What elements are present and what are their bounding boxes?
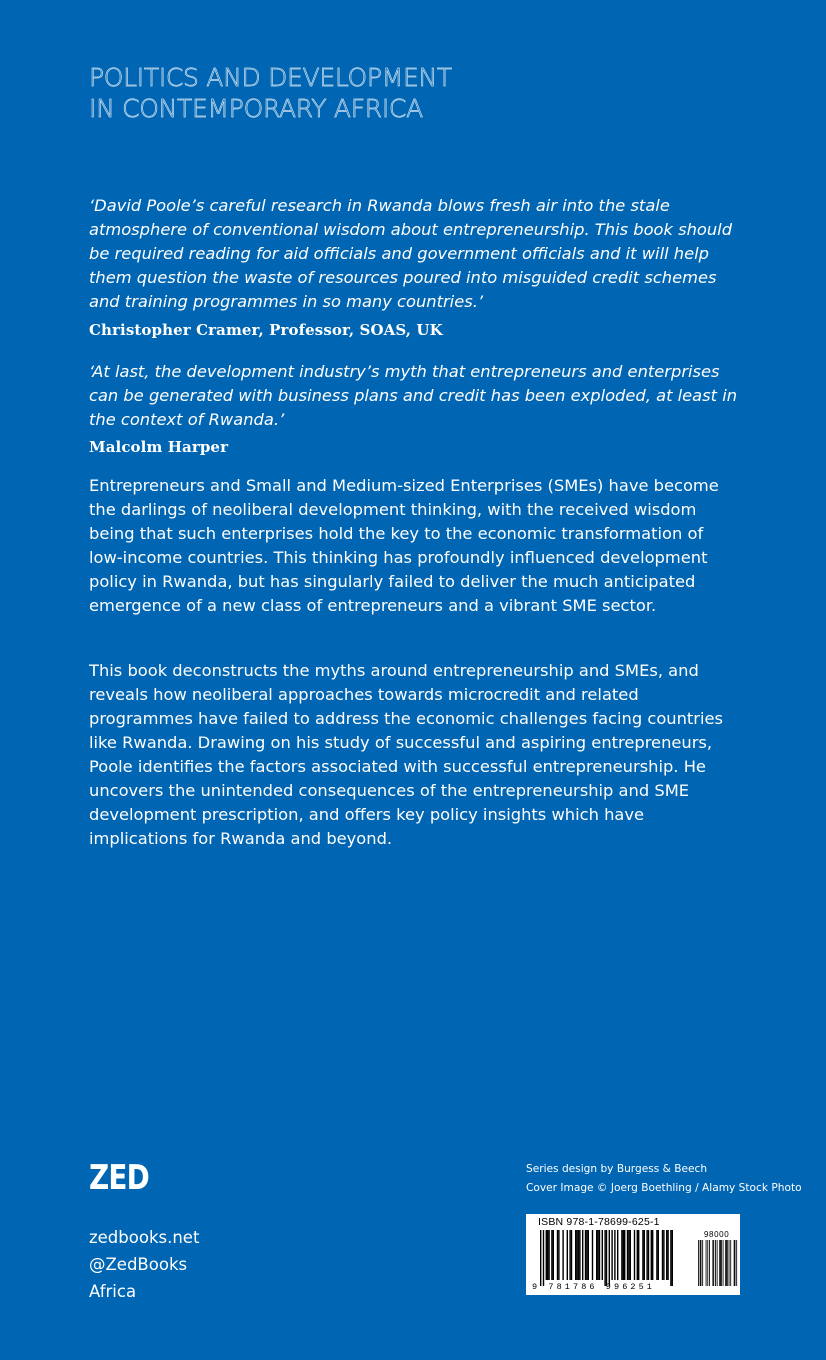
barcode-bar [597,1230,598,1280]
barcode-bar [667,1230,668,1280]
endorsement-attribution-1: Christopher Cramer, Professor, SOAS, UK [89,321,443,339]
barcode-bar [592,1230,593,1280]
barcode-bar [644,1230,645,1280]
blurb-paragraph-2: This book deconstructs the myths around entrepreneurship and SMEs, and reveals how neoliberal approaches towards microcredit and related programmes have failed to address the economic challenges facing countries like Rwanda. Drawing on his study of successful and aspiring entrepreneurs, Poole identifies the factors associated with successful entrepreneurship. He uncovers the unintended consequences of the entrepreneurship and SME development prescription, and offers key policy insights which have implications for Rwanda and beyond. [89,661,724,848]
isbn-barcode [526,1214,740,1295]
barcode-bar [663,1230,664,1280]
barcode-addon-bar [723,1240,724,1286]
barcode-bar [611,1230,612,1280]
publisher-website: zedbooks.net [89,1228,200,1247]
barcode-addon-bar [729,1240,730,1286]
barcode-bar [652,1230,653,1280]
barcode-bar [602,1230,603,1280]
barcode-bar [582,1230,583,1280]
barcode-bar [672,1230,673,1286]
barcode-bar [548,1230,549,1280]
barcode-bar [658,1230,659,1280]
barcode-addon-bar [702,1240,703,1286]
barcode-bar [540,1230,541,1286]
barcode-bar [588,1230,589,1280]
barcode-addon-bar [709,1240,710,1286]
barcode-bar [646,1230,647,1280]
barcode-bar [642,1230,643,1280]
barcode-bar [614,1230,615,1280]
barcode-addon-bar [726,1240,727,1286]
barcode-bar [670,1230,671,1286]
barcode-bar [609,1230,610,1286]
barcode-addon-bar [727,1240,728,1286]
barcode-addon-bar [706,1240,707,1286]
barcode-addon-bar [701,1240,702,1286]
barcode-bar [617,1230,618,1280]
barcode-bar [575,1230,576,1280]
barcode-bar [656,1230,657,1280]
isbn-label: ISBN 978-1-78699-625-1 [538,1216,660,1228]
zed-publisher-logo: ZED [89,1158,149,1198]
barcode-bar [557,1230,558,1280]
endorsement-quote-2: ‘At last, the development industry’s myth that entrepreneurs and enterprises can be generated with business plans and credit has been exploded, at least in the context of Rwanda.’ [89,362,738,429]
barcode-bar [579,1230,580,1280]
series-title-line-2: IN CONTEMPORARY AFRICA [89,94,423,123]
barcode-bar [604,1230,605,1286]
barcode-addon-bar [725,1240,726,1286]
barcode-bar [599,1230,600,1280]
barcode-bar [578,1230,579,1280]
barcode-addon-bar [700,1240,701,1286]
barcode-addon-bar [715,1240,716,1286]
publisher-contact [89,1224,199,1305]
barcode-addon-bar [707,1240,708,1286]
barcode-addon-bar [734,1240,735,1286]
barcode-addon-bar [735,1240,736,1286]
barcode-bar [662,1230,663,1280]
barcode-addon-bar [736,1240,737,1286]
cover-image-credit: Cover Image © Joerg Boethling / Alamy Stock Photo [526,1182,802,1194]
barcode-bar [562,1230,563,1280]
barcode-bar [586,1230,587,1280]
barcode-digits: 9 781786 996251 [532,1282,656,1292]
barcode-bar [648,1230,649,1280]
barcode-bar [621,1230,622,1280]
barcode-bar [634,1230,635,1280]
barcode-bar [638,1230,639,1280]
barcode-addon-bar [698,1240,699,1286]
barcode-addon-bar [712,1240,713,1286]
barcode-bar [547,1230,548,1280]
barcode-bar [666,1230,667,1280]
barcode-bar [606,1230,607,1286]
barcode-addon-bar [721,1240,722,1286]
barcode-addon-bar [719,1240,720,1286]
barcode-bar [624,1230,625,1280]
barcode-bar [651,1230,652,1280]
barcode-addon-bar [720,1240,721,1286]
series-title-line-1: POLITICS AND DEVELOPMENT [89,63,452,92]
endorsement-quote-1: ‘David Poole’s careful research in Rwanda blows fresh air into the stale atmosphere of conventional wisdom about entrepreneurship. This book should be required reading for aid officials and government officials and it will help them question the waste of resources poured into misguided credit schemes and training programmes in so many countries.’ [89,196,733,311]
barcode-addon-bar [730,1240,731,1286]
barcode-bar [569,1230,570,1280]
barcode-bar [546,1230,547,1280]
barcode-bar [637,1230,638,1280]
barcode-bar [576,1230,577,1280]
publisher-twitter: @ZedBooks [89,1255,188,1274]
barcode-bar [630,1230,631,1280]
barcode-bar [628,1230,629,1280]
series-title [89,62,649,124]
barcode-bar [585,1230,586,1280]
barcode-bar [567,1230,568,1280]
endorsement-attribution-2: Malcolm Harper [89,438,229,456]
cover-credits [526,1160,802,1198]
series-design-credit: Series design by Burgess & Beech [526,1163,708,1175]
barcode-bar [571,1230,572,1280]
barcode-bar [623,1230,624,1280]
barcode-bar [553,1230,554,1280]
barcode-bar [551,1230,552,1280]
barcode-bar [543,1230,544,1286]
blurb-paragraph-1: Entrepreneurs and Small and Medium-sized Enterprises (SMEs) have become the darlings of neoliberal development thinking, with the received wisdom being that such enterprises hold the key to the economic transformation of low-income countries. This thinking has profoundly influenced development policy in Rwanda, but has singularly failed to deliver the much anticipated emergence of a new class of entrepreneurs and a vibrant SME sector. [89,476,719,615]
barcode-bar [627,1230,628,1280]
barcode-addon-bar [717,1240,718,1286]
barcode-bar [596,1230,597,1280]
publisher-category: Africa [89,1282,137,1301]
barcode-addon-bar [713,1240,714,1286]
barcode-bar [558,1230,559,1280]
barcode-addon-digits: 98000 [704,1230,730,1239]
